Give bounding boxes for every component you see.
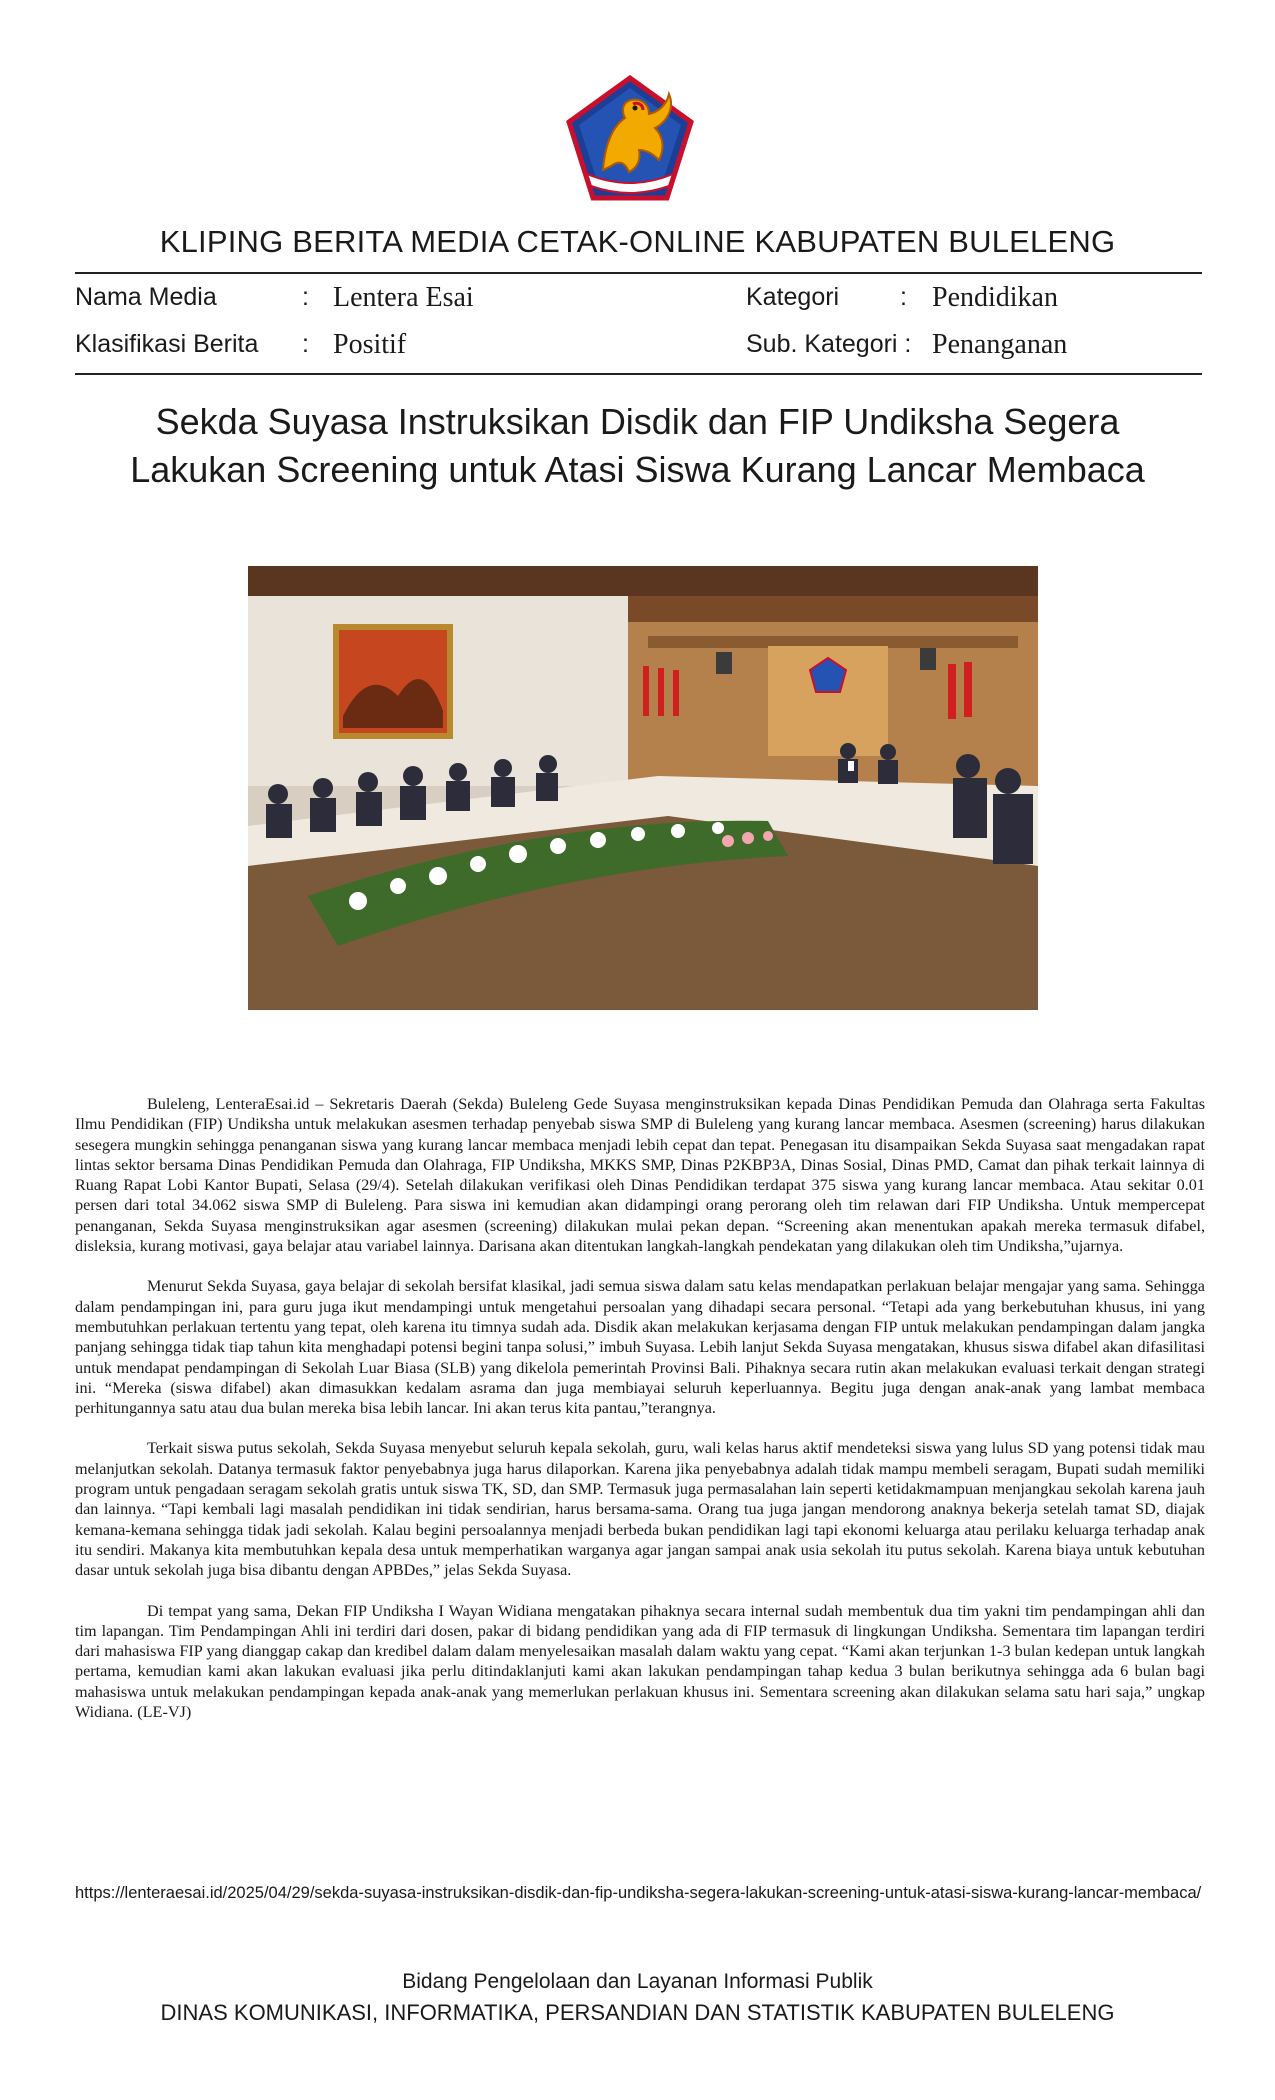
category-label: Kategori	[746, 283, 840, 311]
media-name-value: Lentera Esai	[333, 282, 474, 313]
header-top-divider	[75, 272, 1202, 274]
article-headline: Sekda Suyasa Instruksikan Disdik dan FIP Undiksha Segera Lakukan Screening untuk Atasi Siswa Kurang Lancar Membaca	[130, 401, 1145, 490]
source-url-link[interactable]: https://lenteraesai.id/2025/04/29/sekda-suyasa-instruksikan-disdik-dan-fip-undiksha-segera-lakukan-screening-untuk-atasi-siswa-kurang-lancar-membaca/	[75, 1884, 1202, 1902]
media-name-label: Nama Media	[75, 283, 217, 311]
classification-colon: :	[302, 330, 309, 358]
article-paragraph-3: Terkait siswa putus sekolah, Sekda Suyasa menyebut seluruh kepala sekolah, guru, wali kelas harus aktif mendeteksi siswa yang lulus SD yang potensi tidak mau melanjutkan sekolah. Datanya termasuk faktor penyebabnya juga harus dilaporkan. Karena jika penyebabnya adalah tidak mampu membeli seragam, Bupati sudah memiliki program untuk pengadaan seragam sekolah gratis untuk siswa TK, SD, dan SMP. Termasuk juga permasalahan lain seperti ketidakmampuan menjangkau sekolah karena jauh dan lainnya. “Tapi kembali lagi masalah pendidikan ini tidak sendirian, harus bersama-sama. Orang tua juga jangan mendorong anaknya bekerja setelah tamat SD, diajak kemana-kemana sehingga tidak jadi sekolah. Kalau begini persoalannya menjadi berbeda bukan pendidikan lagi tapi ekonomi keluarga atau perilaku keluarga terhadap anak itu sendiri. Makanya kita membutuhkan kepala desa untuk memperhatikan warganya agar jangan sampai anak usia sekolah itu putus sekolah. Karena biaya untuk kebutuhan dasar untuk sekolah juga bisa dibantu dengan APBDes,” jelas Sekda Suyasa.	[75, 1439, 1205, 1580]
article-paragraph-2: Menurut Sekda Suyasa, gaya belajar di sekolah bersifat klasikal, jadi semua siswa dalam satu kelas mendapatkan perlakuan belajar mengajar yang sama. Sehingga dalam pendampingan ini, para guru juga ikut mendampingi untuk mengetahui persoalan yang dihadapi secara personal. “Tetapi ada yang berkebutuhan khusus, ini yang membutuhkan perlakuan tertentu yang tepat, oleh karena itu timnya sudah ada. Disdik akan melakukan kerjasama dengan FIP untuk melakukan pendampingan dalam jangka panjang sehingga tidak tiap tahun kita menghadapi potensi begini tanpa solusi,” imbuh Suyasa. Lebih lanjut Sekda Suyasa mengatakan, khusus siswa difabel akan difasilitasi untuk mendapat pendampingan di Sekolah Luar Biasa (SLB) yang dikelola pemerintah Provinsi Bali. Pihaknya secara rutin akan melakukan evaluasi terkait dengan strategi ini. “Mereka (siswa difabel) akan dimasukkan kedalam asrama dan juga membiayai seluruh keperluannya. Begitu juga dengan anak-anak yang lambat membaca perhitungannya satu atau dua bulan mereka bisa lebih lancar. Ini akan terus kita pantau,”terangnya.	[75, 1277, 1205, 1418]
sub-category-label: Sub. Kategori :	[746, 330, 912, 358]
footer-agency: DINAS KOMUNIKASI, INFORMATIKA, PERSANDIAN DAN STATISTIK KABUPATEN BULELENG	[160, 2000, 1115, 2025]
category-value: Pendidikan	[932, 282, 1058, 313]
classification-label: Klasifikasi Berita	[75, 330, 259, 358]
article-paragraph-4: Di tempat yang sama, Dekan FIP Undiksha I Wayan Widiana mengatakan pihaknya secara internal sudah membentuk dua tim yakni tim pendampingan ahli dan tim lapangan. Tim Pendampingan Ahli ini terdiri dari dosen, pakar di bidang pendidikan yang ada di FIP termasuk di lingkungan Undiksha. Sementara tim lapangan terdiri dari mahasiswa FIP yang dianggap cakap dan kredibel dalam dalam menyelesaikan masalah dalam waktu yang cepat. “Kami akan terjunkan 1-3 bulan kedepan untuk langkah pertama, kemudian kami akan lakukan evaluasi jika perlu ditindaklanjuti kami akan lakukan pendampingan tahap kedua 3 bulan berikutnya sehingga ada 6 bulan bagi mahasiswa untuk melakukan pendampingan kepada anak-anak yang memerlukan perlakuan khusus ini. Sementara screening akan dilakukan selama satu hari saja,” ungkap Widiana. (LE-VJ)	[75, 1601, 1205, 1722]
footer-department: Bidang Pengelolaan dan Layanan Informasi Publik	[402, 1970, 873, 1993]
classification-value: Positif	[333, 329, 407, 360]
header-bottom-divider	[75, 373, 1202, 375]
article-paragraph-1: Buleleng, LenteraEsai.id – Sekretaris Daerah (Sekda) Buleleng Gede Suyasa menginstruksikan kepada Dinas Pendidikan Pemuda dan Olahraga serta Fakultas Ilmu Pendidikan (FIP) Undiksha untuk melakukan asesmen terhadap penyebab siswa SMP di Buleleng yang kurang lancar membaca. Asesmen (screening) harus dilakukan sesegera mungkin sehingga penanganan siswa yang kurang lancar membaca menjadi lebih cepat dan tepat. Penegasan itu disampaikan Sekda Suyasa saat mengadakan rapat lintas sektor bersama Dinas Pendidikan Pemuda dan Olahraga, FIP Undiksha, MKKS SMP, Dinas P2KBP3A, Dinas Sosial, Dinas PMD, Camat dan pihak terkait lainnya di Ruang Rapat Lobi Kantor Bupati, Selasa (29/4). Setelah dilakukan verifikasi oleh Dinas Pendidikan terdapat 375 siswa yang kurang lancar membaca. Atau sekitar 0.01 persen dari total 34.062 siswa SMP di Buleleng. Para siswa ini kemudian akan didampingi orang perorang oleh tim relawan dari FIP Undiksha. Untuk mempercepat penanganan, Sekda Suyasa menginstruksikan agar asesmen (screening) dilakukan mulai pekan depan. “Screening akan menentukan apakah mereka termasuk difabel, disleksia, kurang motivasi, gaya belajar atau variabel lainnya. Darisana akan ditentukan langkah-langkah pendekatan yang dilakukan oleh tim Undiksha,”ujarnya.	[75, 1095, 1205, 1256]
article-body	[75, 1094, 1205, 1742]
sub-category-value: Penanganan	[932, 329, 1068, 360]
buleleng-coat-of-arms-logo	[563, 74, 697, 204]
document-title: KLIPING BERITA MEDIA CETAK-ONLINE KABUPATEN BULELENG	[159, 224, 1116, 259]
media-name-colon: :	[302, 283, 309, 311]
meeting-room-photo	[248, 566, 1038, 1010]
category-colon: :	[900, 283, 907, 311]
